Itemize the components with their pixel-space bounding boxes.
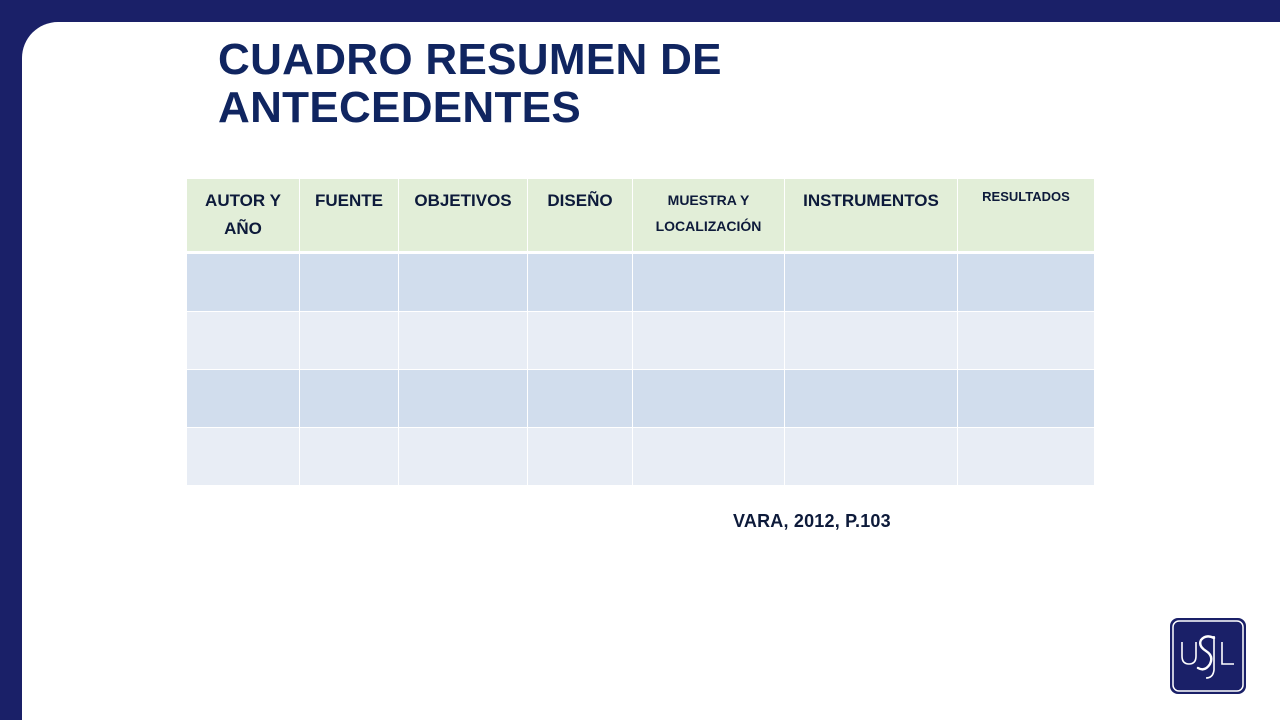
table-cell [958, 253, 1095, 312]
header-text: AÑO [224, 219, 262, 238]
header-text: MUESTRA Y [667, 192, 750, 208]
table-cell [633, 312, 785, 370]
table-cell [300, 312, 399, 370]
summary-table [186, 178, 1095, 486]
table-cell [187, 370, 300, 428]
table-cell [785, 253, 958, 312]
header-text: RESULTADOS [982, 189, 1070, 204]
table-cell [633, 253, 785, 312]
header-objetivos [399, 179, 528, 253]
table-row [187, 312, 1095, 370]
table-cell [785, 312, 958, 370]
table-cell [958, 312, 1095, 370]
table-cell [633, 370, 785, 428]
table-cell [399, 370, 528, 428]
table-cell [399, 253, 528, 312]
table-cell [958, 370, 1095, 428]
usil-logo-mark [1170, 618, 1246, 694]
table-cell [187, 253, 300, 312]
header-text: LOCALIZACIÓN [655, 218, 762, 234]
header-diseno [528, 179, 633, 253]
header-text: INSTRUMENTOS [803, 191, 939, 210]
header-autor-y-ano [187, 179, 300, 253]
table-cell [528, 253, 633, 312]
header-text: FUENTE [315, 191, 383, 210]
header-instrumentos [785, 179, 958, 253]
header-text: DISEÑO [547, 191, 613, 210]
table-header-row [187, 179, 1095, 253]
usil-logo-icon [1170, 618, 1246, 694]
table-row [187, 370, 1095, 428]
table-cell [785, 428, 958, 486]
table-cell [633, 428, 785, 486]
table-cell [785, 370, 958, 428]
table-cell [399, 428, 528, 486]
table-cell [187, 312, 300, 370]
table-cell [958, 428, 1095, 486]
table-cell [300, 253, 399, 312]
header-text: OBJETIVOS [414, 191, 512, 210]
table-cell [528, 428, 633, 486]
header-text: AUTOR Y [205, 191, 281, 210]
table-cell [300, 428, 399, 486]
table-cell [300, 370, 399, 428]
header-resultados [958, 179, 1095, 253]
table-row [187, 253, 1095, 312]
source-citation: VARA, 2012, P.103 [733, 511, 891, 531]
table-cell [399, 312, 528, 370]
header-fuente [300, 179, 399, 253]
header-muestra-y-localizacion [633, 179, 785, 253]
table-row [187, 428, 1095, 486]
table-cell [528, 370, 633, 428]
slide-title-line-2: ANTECEDENTES [218, 83, 581, 132]
table-cell [187, 428, 300, 486]
slide-title-line-1: CUADRO RESUMEN DE [218, 35, 722, 84]
slide-title [218, 36, 722, 132]
table-cell [528, 312, 633, 370]
